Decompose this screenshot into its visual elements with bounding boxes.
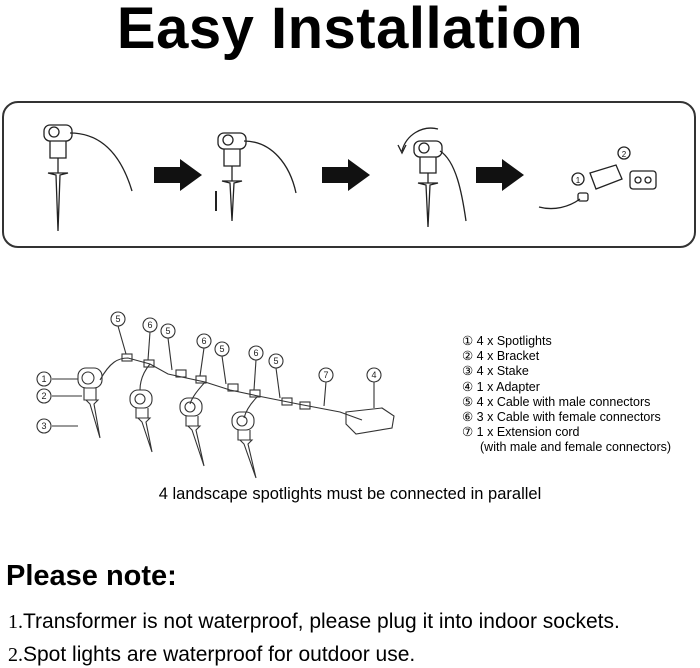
note-text: Transformer is not waterproof, please plug it into indoor sockets.: [23, 610, 620, 633]
callout-label: 7: [323, 370, 329, 380]
legend-item: ⑦ 1 x Extension cord: [462, 425, 580, 440]
page-title: Easy Installation: [116, 0, 584, 61]
legend-item: ④ 1 x Adapter: [462, 379, 540, 394]
installation-steps-panel: [2, 101, 696, 248]
callout-label: 6: [147, 320, 153, 330]
callout-label: 5: [115, 314, 121, 324]
note-number: 2.: [8, 644, 23, 666]
note-item: [8, 643, 415, 667]
note-heading: Please note:: [6, 560, 177, 592]
arrow-icon: [322, 159, 370, 191]
arrow-icon: [476, 159, 524, 191]
legend-item: ③ 4 x Stake: [462, 364, 529, 379]
adapter-and-socket-step-4: [539, 147, 656, 209]
spotlight-3: [180, 398, 204, 466]
callout-label: 4: [371, 370, 377, 380]
spotlight-with-stake-step-2: [216, 133, 296, 221]
callout-label: 6: [201, 336, 207, 346]
callout-label: 2: [41, 391, 47, 401]
parts-legend: [462, 334, 671, 456]
spotlight-2: [130, 390, 152, 452]
spotlight-4: [232, 412, 256, 478]
callout-label: 5: [165, 326, 171, 336]
spotlight-with-stake-step-1: [44, 125, 132, 231]
arrow-icon: [154, 159, 202, 191]
spotlight-1: [78, 368, 102, 438]
parallel-connection-illustration: [0, 300, 460, 480]
note-item: [8, 610, 620, 634]
legend-item: (with male and female connectors): [480, 440, 672, 455]
legend-item: ① 4 x Spotlights: [462, 334, 552, 348]
note-number: 1.: [8, 611, 23, 633]
callout-label: 5: [273, 356, 279, 366]
note-text: Spot lights are waterproof for outdoor use.: [23, 643, 416, 666]
callout-label: 1: [41, 374, 47, 384]
callout-label: 6: [253, 348, 259, 358]
parallel-connection-caption: 4 landscape spotlights must be connected in parallel: [158, 485, 542, 503]
adapter: [346, 408, 394, 434]
callout-label: 2: [621, 150, 627, 159]
callout-label: 5: [219, 344, 225, 354]
installation-steps-illustration: [4, 103, 698, 250]
spotlight-with-stake-step-3: [398, 128, 466, 227]
callout-label: 3: [41, 421, 47, 431]
legend-item: ⑤ 4 x Cable with male connectors: [462, 394, 651, 409]
legend-item: ⑥ 3 x Cable with female connectors: [462, 410, 661, 425]
callout-label: 1: [575, 176, 581, 185]
legend-item: ② 4 x Bracket: [462, 349, 540, 364]
